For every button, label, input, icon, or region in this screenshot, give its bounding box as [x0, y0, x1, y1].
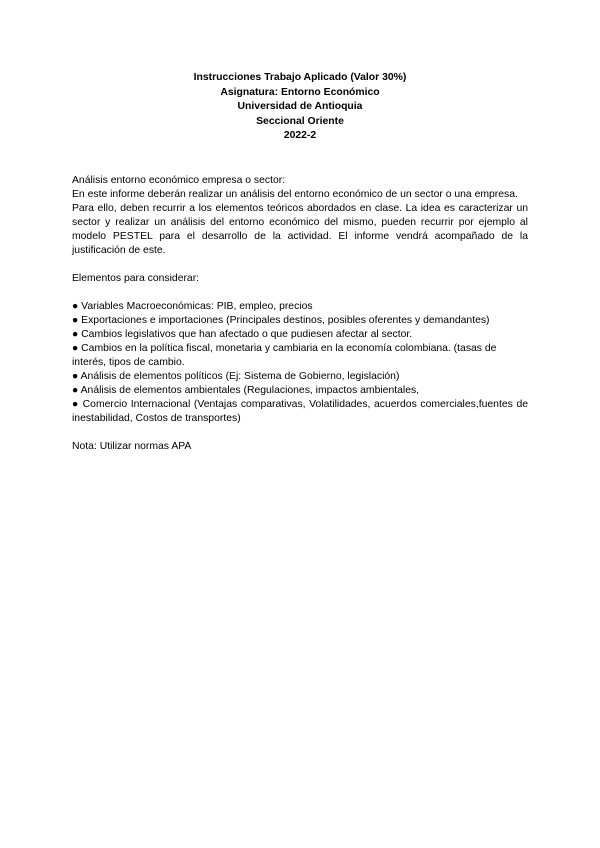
list-item [72, 314, 528, 328]
list-item-text: Exportaciones e importaciones (Principales destinos, posibles oferentes y demandantes) [81, 315, 490, 326]
bullet-icon: ● [72, 399, 80, 410]
bullet-icon: ● [72, 343, 79, 354]
list-item [72, 328, 528, 342]
elements-heading: Elementos para considerar: [72, 273, 200, 284]
header-subject: Asignatura: Entorno Económico [220, 86, 380, 98]
header-university: Universidad de Antioquia [237, 101, 363, 113]
document-header [0, 71, 600, 144]
note-text: Nota: Utilizar normas APA [72, 441, 192, 452]
intro-heading: Análisis entorno económico empresa o sector: [72, 175, 286, 186]
intro-paragraph-2: Para ello, deben recurrir a los elementos teóricos abordados en clase. La idea es caracterizar un sector y realizar un análisis del entorno económico del mismo, pueden recurrir por ejemplo al modelo PESTEL para el desarrollo de la actividad. El informe vendrá acompañado de la justificación de este. [72, 203, 528, 256]
header-campus: Seccional Oriente [256, 115, 344, 127]
bullet-icon: ● [72, 385, 79, 396]
list-item [72, 370, 528, 384]
spacer [72, 286, 528, 300]
spacer [72, 258, 528, 272]
header-title: Instrucciones Trabajo Aplicado (Valor 30%) [193, 72, 407, 83]
list-item [72, 342, 528, 370]
intro-paragraph-1: En este informe deberán realizar un análisis del entorno económico de un sector o una empresa. [72, 189, 518, 200]
list-item-text: Comercio Internacional (Ventajas comparativas, Volatilidades, acuerdos comerciales,fuentes de inestabilidad, Costos de transportes) [72, 399, 529, 424]
list-item-text: Análisis de elementos ambientales (Regulaciones, impactos ambientales, [80, 385, 420, 396]
header-period: 2022-2 [283, 130, 317, 142]
elements-list [72, 300, 528, 426]
list-item [72, 384, 528, 398]
list-item [72, 398, 528, 426]
bullet-icon: ● [72, 371, 79, 382]
list-item-text: Cambios en la política fiscal, monetaria y cambiaria en la economía colombiana. (tasas de interés, tipos de cambio. [72, 343, 497, 368]
list-item [72, 300, 528, 314]
spacer [72, 426, 528, 440]
list-item-text: Cambios legislativos que han afectado o que pudiesen afectar al sector. [81, 329, 413, 340]
bullet-icon: ● [72, 301, 79, 312]
list-item-text: Análisis de elementos políticos (Ej: Sistema de Gobierno, legislación) [80, 371, 400, 382]
list-item-text: Variables Macroeconómicas: PIB, empleo, precios [81, 301, 313, 312]
document-body [72, 174, 528, 454]
bullet-icon: ● [72, 315, 79, 326]
bullet-icon: ● [72, 329, 79, 340]
